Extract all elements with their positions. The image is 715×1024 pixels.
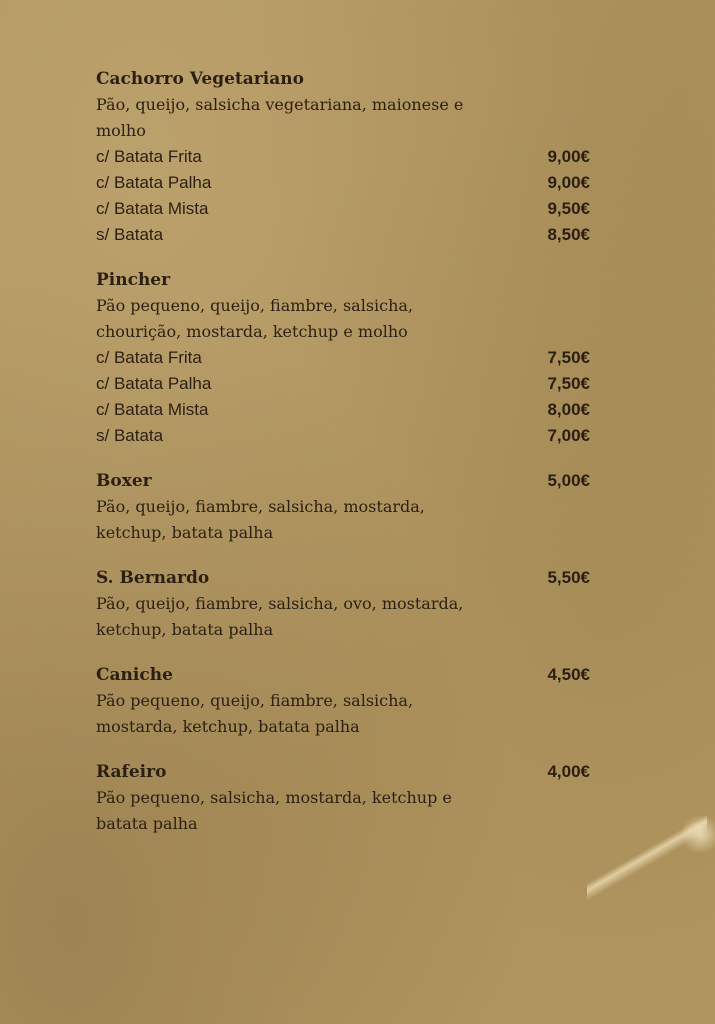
menu-option-label: c/ Batata Frita xyxy=(96,348,202,367)
menu-option-price: 7,00€ xyxy=(547,426,590,445)
menu-option-row xyxy=(96,196,590,222)
menu-option-row xyxy=(96,371,590,397)
menu-item-description: Pão, queijo, fiambre, salsicha, mostarda, ketchup, batata palha xyxy=(96,497,425,542)
menu-option-price: 7,50€ xyxy=(547,348,590,367)
menu-item-price: 4,00€ xyxy=(547,762,590,781)
menu-option-label: c/ Batata Palha xyxy=(96,173,212,192)
menu-item-price: 4,50€ xyxy=(547,665,590,684)
menu-option-label: s/ Batata xyxy=(96,426,164,445)
menu-option-row xyxy=(96,423,590,449)
menu-item-rafeiro xyxy=(96,759,590,837)
menu-option-price: 9,00€ xyxy=(547,147,590,166)
menu-option-price: 9,00€ xyxy=(547,173,590,192)
menu-item-description: Pão pequeno, salsicha, mostarda, ketchup e batata palha xyxy=(96,788,452,833)
menu-item-header xyxy=(96,267,590,293)
menu-item-s-bernardo xyxy=(96,565,590,643)
menu-item-description: Pão pequeno, queijo, fiambre, salsicha, chourição, mostarda, ketchup e molho xyxy=(96,296,414,341)
menu-item-description: Pão pequeno, queijo, fiambre, salsicha, mostarda, ketchup, batata palha xyxy=(96,691,414,736)
menu-item-price: 5,50€ xyxy=(547,568,590,587)
menu-item-description: Pão, queijo, salsicha vegetariana, maionese e molho xyxy=(96,95,464,140)
menu-item-header xyxy=(96,468,590,494)
menu-item-header xyxy=(96,759,590,785)
menu-item-header xyxy=(96,565,590,591)
menu-item-name: Cachorro Vegetariano xyxy=(96,69,304,89)
menu-item-price: 5,00€ xyxy=(547,471,590,490)
menu-item-header xyxy=(96,66,590,92)
menu-item-name: Boxer xyxy=(96,471,152,491)
paper-crack-decoration xyxy=(587,808,707,918)
menu-option-price: 9,50€ xyxy=(547,199,590,218)
menu-item-name: Caniche xyxy=(96,665,173,685)
menu-item-cachorro-vegetariano xyxy=(96,66,590,248)
menu-item-boxer xyxy=(96,468,590,546)
menu-item-pincher xyxy=(96,267,590,449)
paper-tear-decoration xyxy=(679,816,715,852)
menu-item-description: Pão, queijo, fiambre, salsicha, ovo, mostarda, ketchup, batata palha xyxy=(96,594,464,639)
menu-option-label: s/ Batata xyxy=(96,225,164,244)
menu-option-row xyxy=(96,222,590,248)
menu-option-price: 8,50€ xyxy=(547,225,590,244)
menu-item-header xyxy=(96,662,590,688)
menu-item-name: Pincher xyxy=(96,270,171,290)
menu-item-name: Rafeiro xyxy=(96,762,167,782)
menu-option-row xyxy=(96,397,590,423)
menu-option-row xyxy=(96,345,590,371)
menu-option-price: 7,50€ xyxy=(547,374,590,393)
menu-option-row xyxy=(96,144,590,170)
menu-option-label: c/ Batata Mista xyxy=(96,400,209,419)
menu-option-label: c/ Batata Palha xyxy=(96,374,212,393)
menu-option-price: 8,00€ xyxy=(547,400,590,419)
menu-item-name: S. Bernardo xyxy=(96,568,210,588)
menu-option-label: c/ Batata Mista xyxy=(96,199,209,218)
menu-item-caniche xyxy=(96,662,590,740)
menu-list xyxy=(96,66,590,856)
menu-option-label: c/ Batata Frita xyxy=(96,147,202,166)
menu-option-row xyxy=(96,170,590,196)
